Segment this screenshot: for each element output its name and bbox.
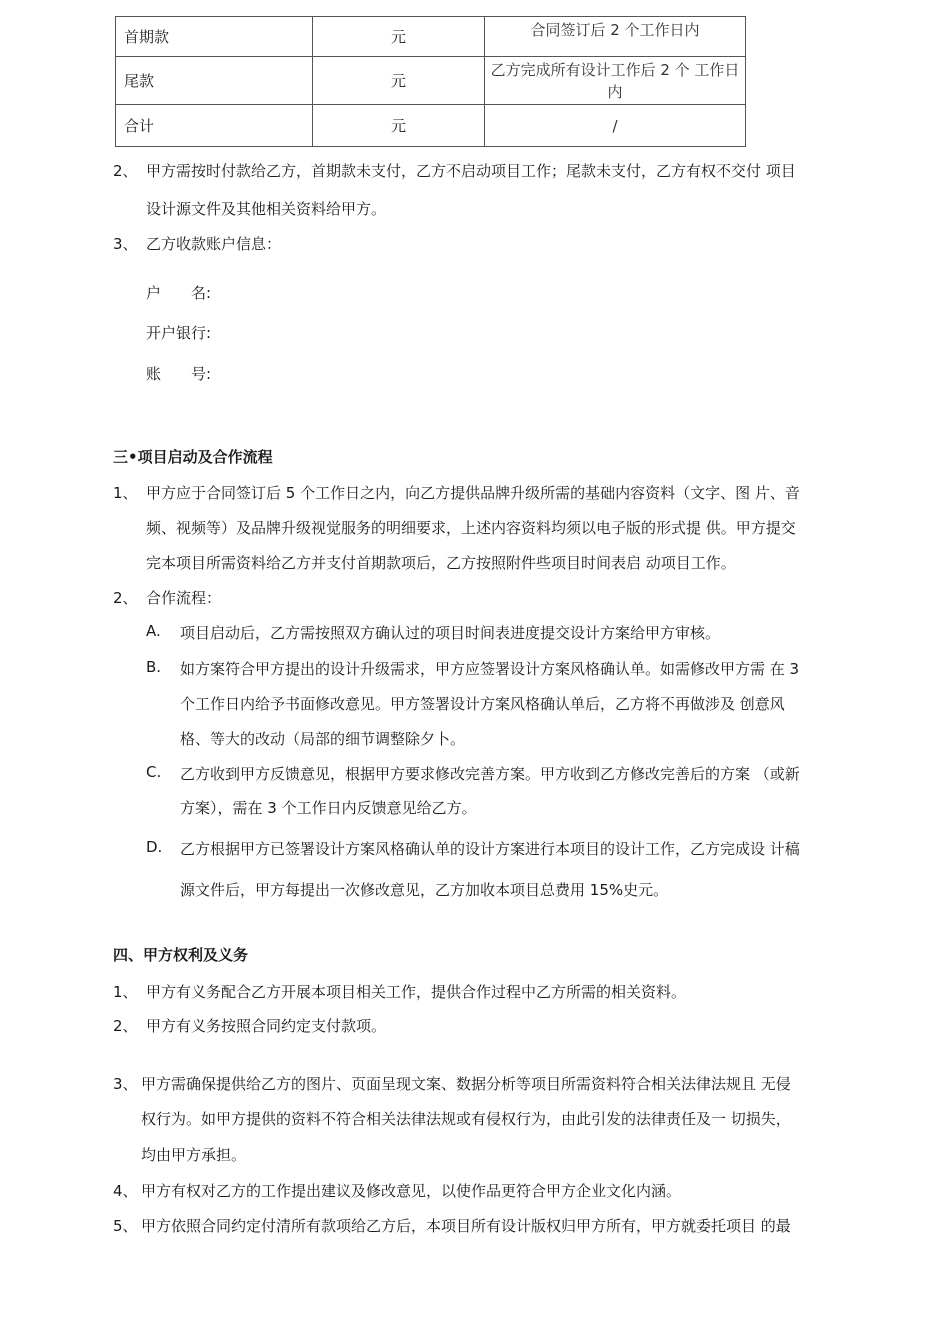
payment-name: 首期款 [116, 17, 313, 57]
paragraph-line: 甲方有义务配合乙方开展本项目相关工作，提供合作过程中乙方所需的相关资料。 [146, 983, 687, 1001]
paragraph-line: 项目启动后，乙方需按照双方确认过的项目时间表进度提交设计方案给甲方审核。 [180, 624, 721, 642]
paragraph-line: 完本项目所需资料给乙方并支付首期款项后，乙方按照附件些项目时间表启 动项目工作。 [146, 554, 736, 572]
table-row [116, 57, 746, 105]
section-heading: 三•项目启动及合作流程 [113, 448, 273, 466]
paragraph-line: 方案），需在 3 个工作日内反馈意见给乙方。 [180, 799, 477, 817]
payment-name: 尾款 [116, 57, 313, 105]
payment-unit: 元 [313, 17, 485, 57]
table-row [116, 105, 746, 147]
account-name-label: 户 名: [146, 284, 212, 302]
section-heading: 四、甲方权利及义务 [113, 946, 249, 964]
paragraph-line: 均由甲方承担。 [141, 1146, 247, 1164]
list-number: 1、 [113, 983, 138, 1001]
list-number: 4、 [113, 1182, 138, 1200]
list-number: 2、 [113, 589, 138, 607]
paragraph-line: 乙方收款账户信息： [146, 235, 282, 253]
paragraph-line: 设计源文件及其他相关资料给甲方。 [146, 200, 387, 218]
list-number: 2、 [113, 1017, 138, 1035]
list-letter: A. [146, 622, 161, 640]
list-letter: B. [146, 658, 162, 676]
paragraph-line: 源文件后，甲方每提出一次修改意见，乙方加收本项目总费用 15%史元。 [180, 881, 669, 899]
paragraph-line: 权行为。如甲方提供的资料不符合相关法律法规或有侵权行为，由此引发的法律责任及一 切损失， [141, 1110, 791, 1128]
paragraph-line: 甲方需按时付款给乙方，首期款未支付，乙方不启动项目工作；尾款未支付，乙方有权不交付 项目 [146, 162, 796, 180]
paragraph-line: 甲方依照合同约定付清所有款项给乙方后，本项目所有设计版权归甲方所有，甲方就委托项目 的最 [141, 1217, 791, 1235]
payment-table [115, 16, 746, 147]
paragraph-line: 频、视频等）及品牌升级视觉服务的明细要求，上述内容资料均须以电子版的形式提 供。甲方提交 [146, 519, 796, 537]
list-number: 3、 [113, 1075, 138, 1093]
table-row [116, 17, 746, 57]
payment-unit: 元 [313, 105, 485, 147]
list-number: 2、 [113, 162, 138, 180]
payment-condition: / [485, 105, 746, 147]
list-number: 1、 [113, 484, 138, 502]
payment-condition: 合同签订后 2 个工作日内 [485, 17, 746, 57]
account-bank-label: 开户银行: [146, 324, 212, 342]
list-number: 5、 [113, 1217, 138, 1235]
paragraph-line: 甲方有权对乙方的工作提出建议及修改意见，以使作品更符合甲方企业文化内涵。 [141, 1182, 682, 1200]
paragraph-line: 乙方根据甲方已签署设计方案风格确认单的设计方案进行本项目的设计工作，乙方完成设 计稿 [180, 840, 800, 858]
paragraph-line: 乙方收到甲方反馈意见，根据甲方要求修改完善方案。甲方收到乙方修改完善后的方案 （或新 [180, 765, 800, 783]
paragraph-line: 甲方有义务按照合同约定支付款项。 [146, 1017, 387, 1035]
payment-unit: 元 [313, 57, 485, 105]
paragraph-line: 如方案符合甲方提出的设计升级需求，甲方应签署设计方案风格确认单。如需修改甲方需 在 3 [180, 660, 800, 678]
payment-name: 合计 [116, 105, 313, 147]
paragraph-line: 格、等大的改动（局部的细节调整除夕卜。 [180, 730, 466, 748]
list-letter: C. [146, 763, 162, 781]
paragraph-line: 个工作日内给予书面修改意见。甲方签署设计方案风格确认单后，乙方将不再做涉及 创意风 [180, 695, 785, 713]
payment-condition: 乙方完成所有设计工作后 2 个 工作日内 [485, 57, 746, 105]
paragraph-line: 甲方需确保提供给乙方的图片、页面呈现文案、数据分析等项目所需资料符合相关法律法规且 无侵 [141, 1075, 791, 1093]
paragraph-line: 甲方应于合同签订后 5 个工作日之内，向乙方提供品牌升级所需的基础内容资料（文字、图 片、音 [146, 484, 800, 502]
list-letter: D. [146, 838, 163, 856]
account-number-label: 账 号: [146, 365, 212, 383]
list-number: 3、 [113, 235, 138, 253]
paragraph-line: 合作流程： [146, 589, 222, 607]
